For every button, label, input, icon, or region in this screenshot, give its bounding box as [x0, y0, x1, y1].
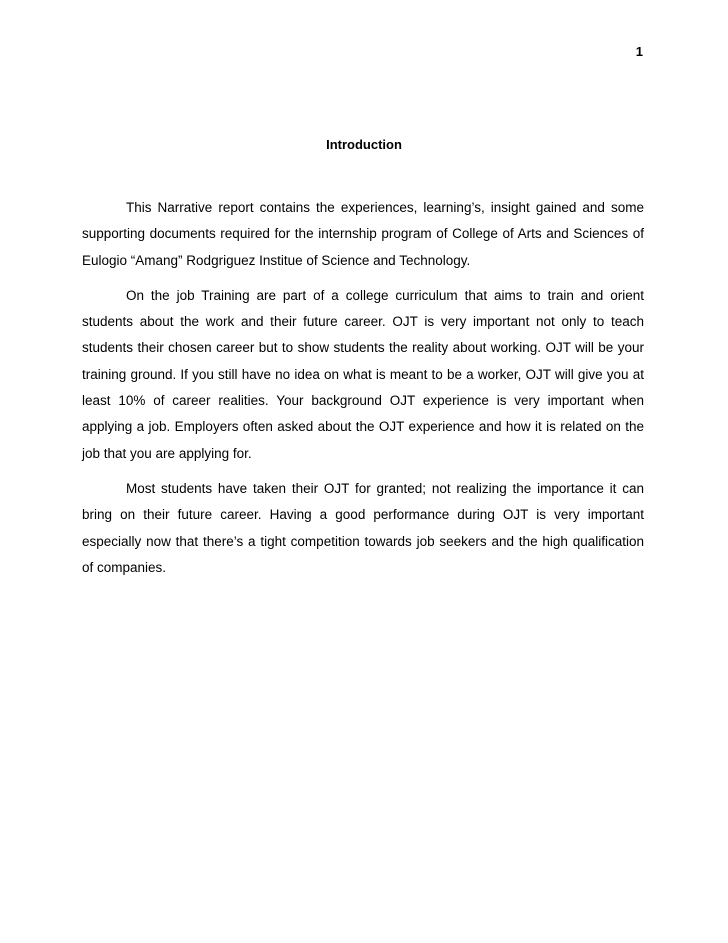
- paragraph-1: This Narrative report contains the experiences, learning’s, insight gained and some supporting documents required for the internship program of College of Arts and Sciences of Eulogio “Amang” Rodgriguez Institue of Science and Technology.: [82, 200, 644, 268]
- page-title: Introduction: [326, 137, 402, 152]
- paragraph-2: On the job Training are part of a college curriculum that aims to train and orient students about the work and their future career. OJT is very important not only to teach students their chosen career but to show students the reality about working. OJT will be your training ground. If you still have no idea on what is meant to be a worker, OJT will give you at least 10% of career realities. Your background OJT experience is very important when applying a job. Employers often asked about the OJT experience and how it is related on the job that you are applying for.: [82, 287, 644, 461]
- page-number: 1: [635, 44, 643, 59]
- paragraph-3: Most students have taken their OJT for granted; not realizing the importance it can bring on their future career. Having a good performance during OJT is very important especially now that there’s a tight competition towards job seekers and the high qualification of companies.: [82, 480, 644, 575]
- body-text: [82, 195, 644, 590]
